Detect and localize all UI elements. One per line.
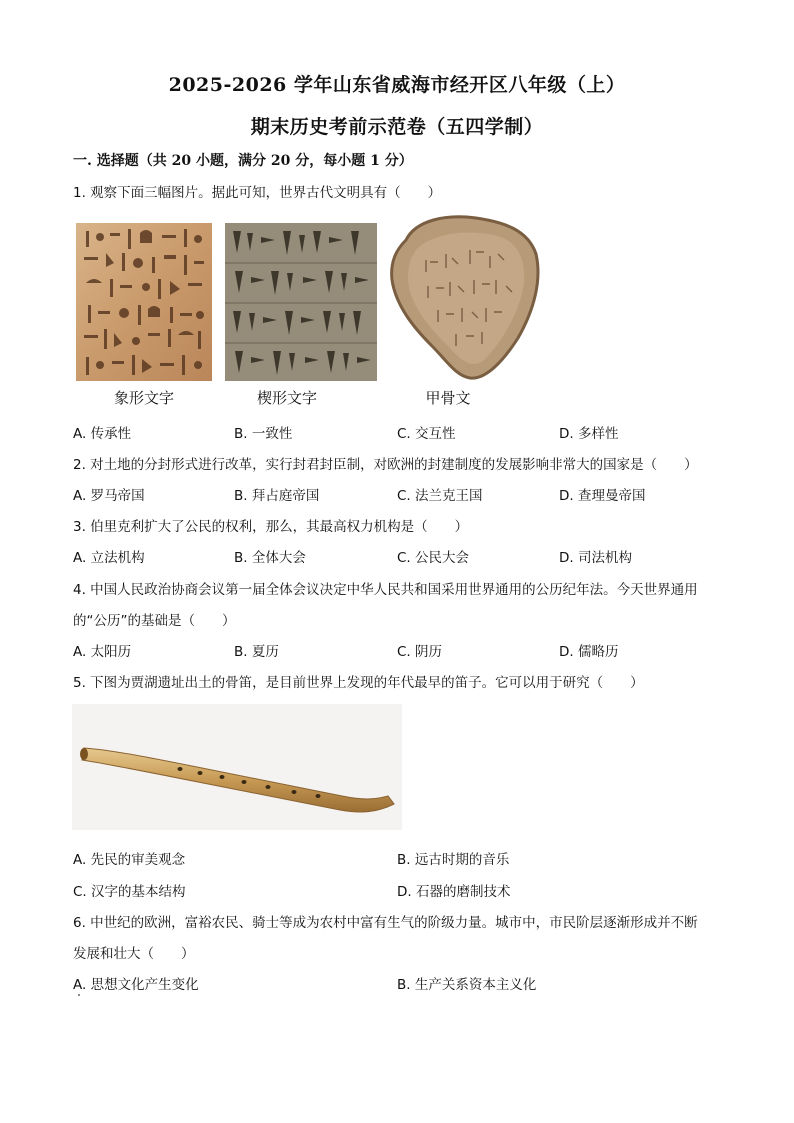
exam-title-line2: 期末历史考前示范卷（五四学制） xyxy=(250,116,544,138)
q3-option-a[interactable]: A. 立法机构 xyxy=(73,550,145,566)
q1-option-b[interactable]: B. 一致性 xyxy=(234,426,293,442)
q1-option-d[interactable]: D. 多样性 xyxy=(559,426,619,442)
cuneiform-tablet-image xyxy=(225,223,377,381)
q4-option-a[interactable]: A. 太阳历 xyxy=(73,644,132,660)
q4-option-b[interactable]: B. 夏历 xyxy=(234,644,279,660)
section-heading: 一. 选择题（共 20 小题，满分 20 分，每小题 1 分） xyxy=(73,153,413,169)
q2-option-a[interactable]: A. 罗马帝国 xyxy=(73,488,145,504)
q1-option-c[interactable]: C. 交互性 xyxy=(397,426,456,442)
q5-option-d[interactable]: D. 石器的磨制技术 xyxy=(397,884,511,900)
question-6-stem-line1: 6. 中世纪的欧洲，富裕农民、骑士等成为农村中富有生气的阶级力量。城市中，市民阶层逐渐形成并不断 xyxy=(73,915,698,931)
question-3-stem: 3. 伯里克利扩大了公民的权利，那么，其最高权力机构是（ ） xyxy=(73,519,469,535)
q3-option-b[interactable]: B. 全体大会 xyxy=(234,550,306,566)
q5-option-a[interactable]: A. 先民的审美观念 xyxy=(73,852,186,868)
page-mark xyxy=(78,994,80,996)
question-2-stem: 2. 对土地的分封形式进行改革，实行封君封臣制，对欧洲的封建制度的发展影响非常大的国家是（ ） xyxy=(73,457,698,473)
question-1-stem: 1. 观察下面三幅图片。据此可知，世界古代文明具有（ ） xyxy=(73,185,442,201)
q3-option-d[interactable]: D. 司法机构 xyxy=(559,550,632,566)
q6-option-a[interactable]: A. 思想文化产生变化 xyxy=(73,977,199,993)
q2-option-c[interactable]: C. 法兰克王国 xyxy=(397,488,483,504)
bone-flute-image xyxy=(72,704,402,830)
caption-hieroglyph: 象形文字 xyxy=(113,389,174,407)
question-4-stem-line2: 的“公历”的基础是（ ） xyxy=(73,613,236,629)
caption-oracle-bone: 甲骨文 xyxy=(425,389,471,407)
q2-option-d[interactable]: D. 查理曼帝国 xyxy=(559,488,646,504)
q3-option-c[interactable]: C. 公民大会 xyxy=(397,550,470,566)
q1-option-a[interactable]: A. 传承性 xyxy=(73,426,132,442)
caption-cuneiform: 楔形文字 xyxy=(256,389,317,407)
oracle-bone-image xyxy=(386,210,546,385)
q5-option-b[interactable]: B. 远古时期的音乐 xyxy=(397,852,510,868)
question-4-stem-line1: 4. 中国人民政治协商会议第一届全体会议决定中华人民共和国采用世界通用的公历纪年法。今天世界通用 xyxy=(73,582,698,598)
q2-option-b[interactable]: B. 拜占庭帝国 xyxy=(234,488,320,504)
q5-option-c[interactable]: C. 汉字的基本结构 xyxy=(73,884,186,900)
question-6-stem-line2: 发展和壮大（ ） xyxy=(73,946,195,962)
exam-title-line1: 2025-2026 学年山东省威海市经开区八年级（上） xyxy=(168,74,626,96)
q6-option-b[interactable]: B. 生产关系资本主义化 xyxy=(397,977,537,993)
hieroglyph-tablet-image xyxy=(76,223,212,381)
question-5-stem: 5. 下图为贾湖遗址出土的骨笛，是目前世界上发现的年代最早的笛子。它可以用于研究（ ） xyxy=(73,675,644,691)
q4-option-d[interactable]: D. 儒略历 xyxy=(559,644,619,660)
q4-option-c[interactable]: C. 阴历 xyxy=(397,644,443,660)
